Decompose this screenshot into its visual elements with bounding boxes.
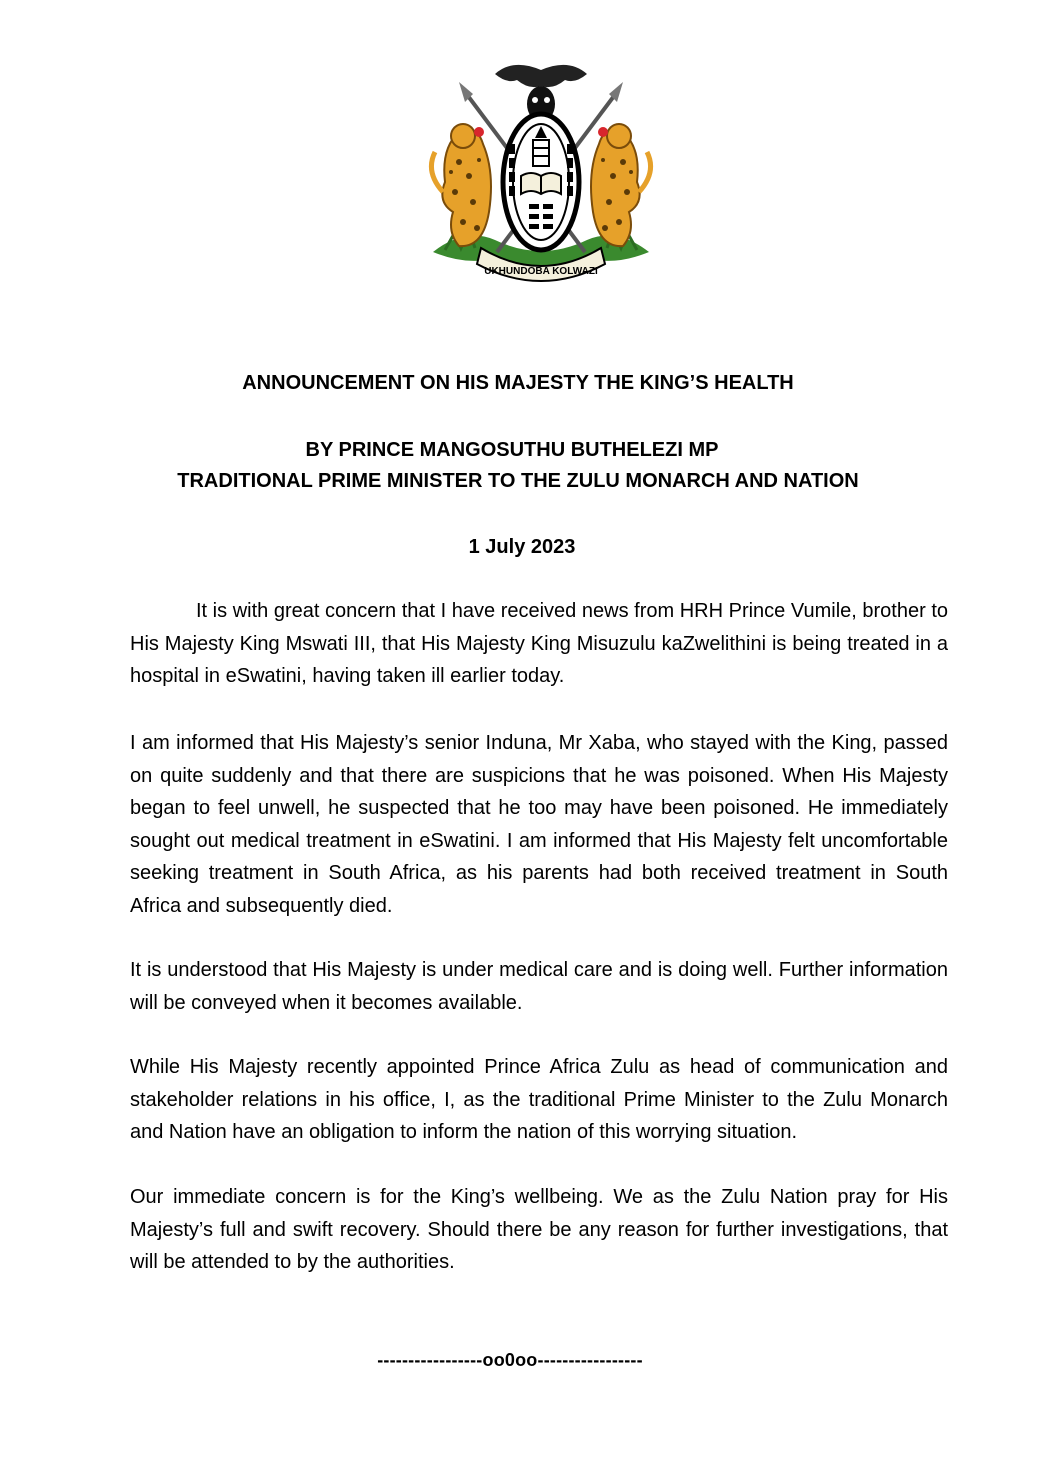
paragraph-medical-care: It is understood that His Majesty is under medical care and is doing well. Further information will be conveyed when it becomes available. <box>130 959 948 1014</box>
end-separator: -----------------oo0oo----------------- <box>377 1350 643 1370</box>
page-title: ANNOUNCEMENT ON HIS MAJESTY THE KING’S HEALTH <box>242 372 794 394</box>
author-role: TRADITIONAL PRIME MINISTER TO THE ZULU MONARCH AND NATION <box>177 470 859 492</box>
byline: BY PRINCE MANGOSUTHU BUTHELEZI MP <box>305 439 719 461</box>
crest-motto: UKHUNDOBA KOLWAZI <box>484 266 598 277</box>
announcement-date: 1 July 2023 <box>468 536 576 558</box>
paragraph-concern: Our immediate concern is for the King’s wellbeing. We as the Zulu Nation pray for His Majesty’s full and swift recovery. Should there be any reason for further investigations, that will be attended to by the authorities. <box>130 1186 948 1273</box>
coat-of-arms-icon <box>425 52 657 292</box>
paragraph-news: It is with great concern that I have received news from HRH Prince Vumile, brother to His Majesty King Mswati III, that His Majesty King Misuzulu kaZwelithini is being treated in a hospital in eSwatini, having taken ill earlier today. <box>130 600 948 687</box>
paragraph-obligation: While His Majesty recently appointed Prince Africa Zulu as head of communication and stakeholder relations in his office, I, as the traditional Prime Minister to the Zulu Monarch and Nation have an obligation to inform the nation of this worrying situation. <box>130 1056 948 1143</box>
paragraph-induna: I am informed that His Majesty’s senior Induna, Mr Xaba, who stayed with the King, passed on quite suddenly and that there are suspicions that he was poisoned. When His Majesty began to feel unwell, he suspected that he too may have been poisoned. He immediately sought out medical treatment in eSwatini. I am informed that His Majesty felt uncomfortable seeking treatment in South Africa, as his parents had both received treatment in South Africa and subsequently died. <box>130 732 948 917</box>
